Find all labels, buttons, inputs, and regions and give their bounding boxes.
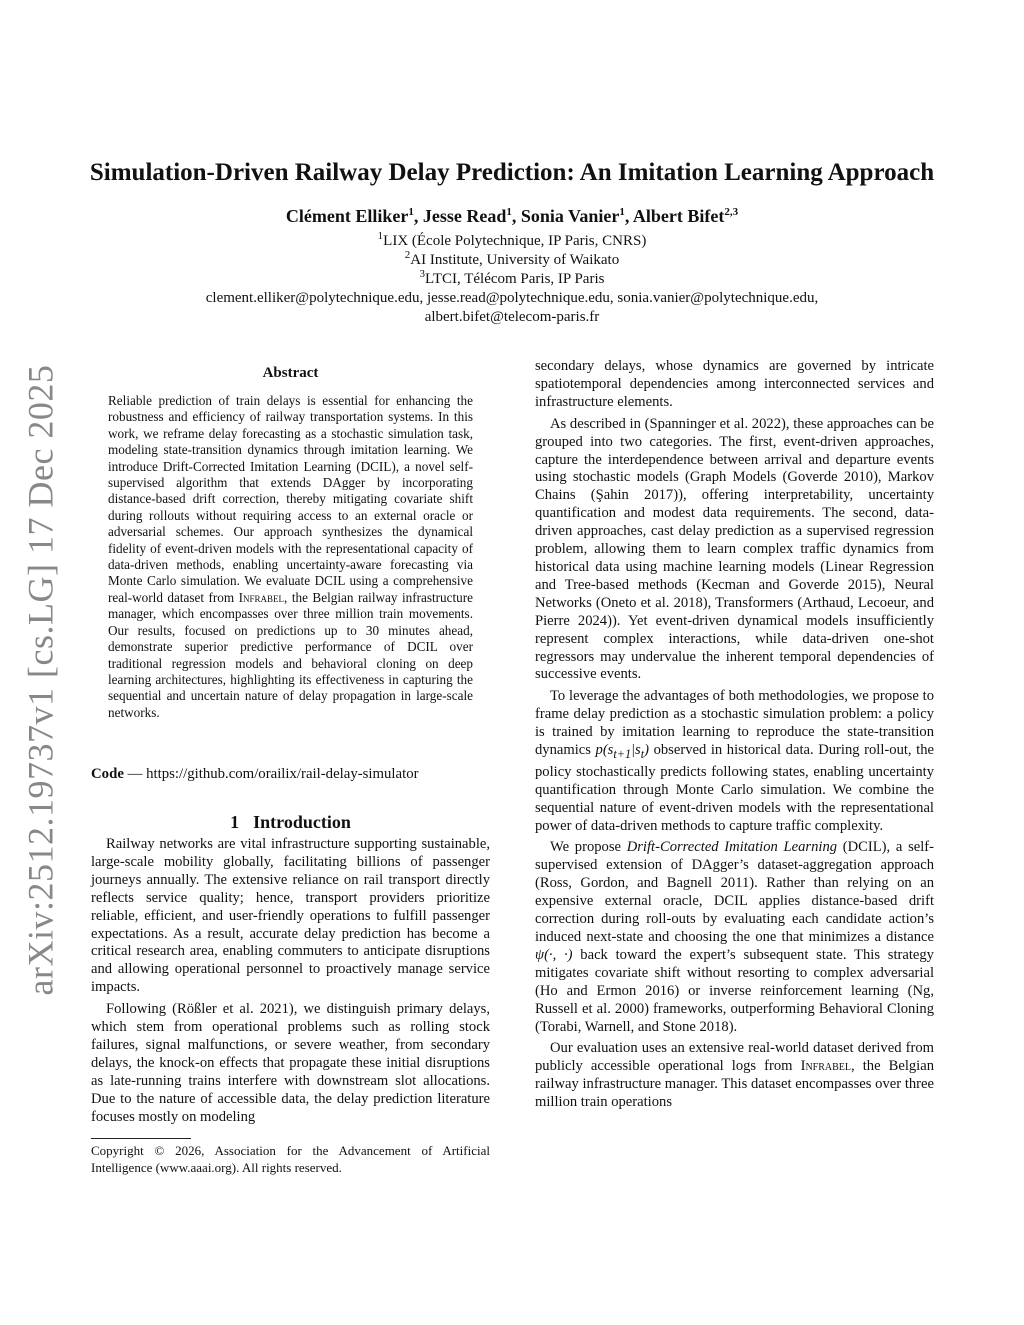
code-repository-link[interactable]: https://github.com/orailix/rail-delay-simulator [146,766,419,782]
paragraph: As described in (Spanninger et al. 2022), these approaches can be grouped into two categories. The first, event-driven approaches, capture the interdependence between arrival and departure events using stochastic models (Graph Models (Goverde 2010), Markov Chains (Şahin 2017)), offering interpretability, uncertainty quantification and modest data requirements. The second, data-driven approaches, cast delay prediction as a supervised regression problem, allowing them to learn complex traffic dynamics from historical data using machine learning models (Linear Regression and Tree-based methods (Kecman and Goverde 2015), Neural Networks (Oneto et al. 2018), Transformers (Arthaud, Lecoeur, and Pierre 2024)). Yet event-driven dynamical models insufficiently represent complex interactions, while data-driven one-shot regressors may undervalue the inherent temporal dependencies of successive events. [535,415,934,683]
author-name: Jesse Read [422,206,507,226]
author-name: Albert Bifet [632,206,725,226]
author-affiliation-mark: 2,3 [724,206,739,218]
method-name: Drift-Corrected Imitation Learning [626,839,838,856]
author-affiliation-mark: 1 [506,206,512,218]
author-list: Clément Elliker$^1$, Jesse Read$^1$, Sonia Vanier$^1$, Albert Bifet$^{2,3}$ [285,206,739,226]
abstract-text: Reliable prediction of train delays is essential for enhancing the robustness and efficiency of railway transportation systems. In this work, we reframe delay forecasting as a stochastic simulation task, modeling state-transition dynamics through imitation learning. We introduce Drift-Corrected Imitation Learning (DCIL), a novel self-supervised algorithm that extends DAgger by incorporating distance-based drift correction, thereby mitigating covariate shift during rollouts without requiring access to an external oracle or adversarial schemes. Our approach synthesizes the dynamical fidelity of event-driven models with the representational capacity of data-driven methods, enabling uncertainty-aware forecasting via Monte Carlo simulation. We evaluate DCIL using a comprehensive real-world dataset from Infrabel, the Belgian railway infrastructure manager, which encompasses over three million train movements. Our results, focused on predictions up to 30 minutes ahead, demonstrate superior predictive performance of DCIL over traditional regression models and behavioral cloning on deep learning architectures, highlighting its effectiveness in capturing the sequential and uncertain nature of delay propagation in large-scale networks. [108,393,474,720]
author-affiliation-mark: 1 [619,206,625,218]
paragraph: Following (Rößler et al. 2021), we distinguish primary delays, which stem from operational problems such as rolling stock failures, signal malfunctions, or severe weather, from secondary delays, the knock-on effects that propagate these initial disruptions as late-running trains interfere with downstream slot allocations. Due to the nature of accessible data, the delay prediction literature focuses mostly on modeling [91,1001,490,1125]
affiliation-block [60,232,964,327]
paragraph: Our evaluation uses an extensive real-world dataset derived from publicly accessible operational logs from Infrabel, the Belgian railway infrastructure manager. This dataset encompasses over three million train operations [535,1040,934,1111]
code-label: Code [91,766,124,782]
arxiv-stamp [20,364,61,996]
math-expression: ψ(·, ·) [535,946,573,963]
paper-title: Simulation-Driven Railway Delay Prediction: An Imitation Learning Approach [89,159,935,186]
author-affiliation-mark: 1 [408,206,414,218]
copyright-footnote: Copyright © 2026, Association for the Advancement of Artificial Intelligence (www.aaai.org). All rights reserved. [91,1143,490,1175]
code-link-line: Code — https://github.com/orailix/rail-delay-simulator [91,766,419,782]
right-column-body [535,358,934,1112]
left-column-body [91,836,490,1127]
paragraph: Railway networks are vital infrastructure supporting sustainable, large-scale mobility globally, facilitating billions of passenger journeys annually. The extensive reliance on rail transport directly reflects service quality; hence, transport providers prioritize reliable, efficient, and user-friendly operations to fulfill passenger expectations. As a result, accurate delay prediction has become a critical research area, enabling commuters to anticipate disruptions and allowing operational personnel to proactively manage service impacts. [91,836,490,996]
email-line: albert.bifet@telecom-paris.fr [424,309,600,325]
paragraph: secondary delays, whose dynamics are governed by intricate spatiotemporal dependencies among interconnected services and infrastructure elements. [535,358,934,410]
paragraph: To leverage the advantages of both methodologies, we propose to frame delay prediction as a stochastic simulation problem: a policy is trained by imitation learning to reproduce the state-transition dynamics $p(s_{t+1}|s_t)$ observed in historical data. During roll-out, the policy stochastically predicts following states, enabling uncertainty quantification through Monte Carlo simulation. We combine the sequential nature of event-driven models with the representational power of data-driven methods to capture traffic complexity. [535,688,934,834]
math-expression: $p(s_{t+1}|s_t)$ [595,742,649,761]
abstract-heading: Abstract [262,365,319,381]
affiliation-line: $^1$LIX (École Polytechnique, IP Paris, CNRS) [377,230,647,249]
affiliation-line: $^2$AI Institute, University of Waikato [404,249,620,268]
affiliation-line: $^3$LTCI, Télécom Paris, IP Paris [419,268,605,287]
section-number: 1 [230,812,240,832]
paragraph: We propose Drift-Corrected Imitation Learning (DCIL), a self-supervised extension of DAgger’s dataset-aggregation approach (Ross, Gordon, and Bagnell 2011). Rather than relying on an expensive external oracle, DCIL applies distance-based drift correction during roll-outs by evaluating each candidate action’s induced next-state and choosing the one that minimizes a distance ψ(·, ·) back toward the expert’s subsequent state. This strategy mitigates covariate shift without resorting to complex adversarial (Ho and Ermon 2016) or inverse reinforcement learning (Ng, Russell et al. 2000) frameworks, outperforming Behavioral Cloning (Torabi, Warnell, and Stone 2018). [535,839,934,1035]
author-name: Sonia Vanier [520,206,620,226]
arxiv-stamp-text: arXiv:2512.19737v1 [cs.LG] 17 Dec 2025 [20,364,61,996]
author-name: Clément Elliker [285,206,409,226]
email-line: clement.elliker@polytechnique.edu, jesse.read@polytechnique.edu, sonia.vanier@polytechnique.edu, [205,290,819,306]
section-title: Introduction [253,812,351,832]
section-heading [91,811,490,833]
footnote-rule [91,1138,191,1139]
